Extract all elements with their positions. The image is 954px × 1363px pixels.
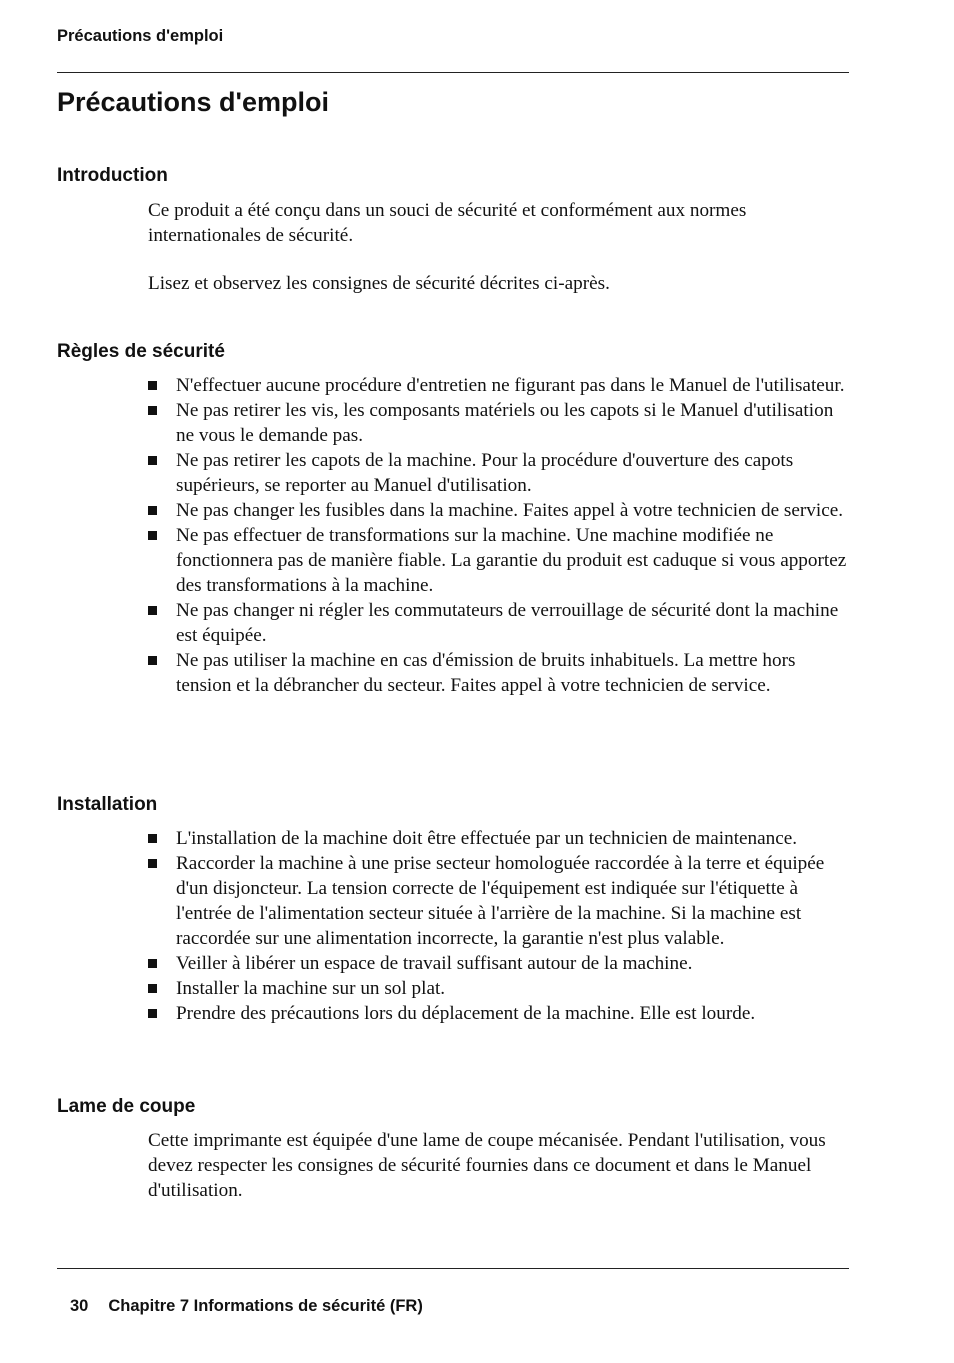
list-item <box>148 851 853 951</box>
list-item <box>148 648 853 698</box>
header-rule <box>57 72 849 73</box>
list-item-text: Ne pas retirer les capots de la machine. Pour la procédure d'ouverture des capots supérieurs, se reporter au Manuel d'utilisation. <box>176 450 794 496</box>
bullet-square-icon <box>148 834 157 843</box>
list-item <box>148 951 853 976</box>
list-item <box>148 373 853 398</box>
section-heading-regles-securite: Règles de sécurité <box>57 341 225 362</box>
list-item <box>148 1001 853 1026</box>
introduction-body <box>148 198 853 296</box>
list-item-text: Raccorder la machine à une prise secteur homologuée raccordée à la terre et équipée d'un disjoncteur. La tension correcte de l'équipement est indiquée sur l'étiquette à l'entrée de l'alimentation secteur située à l'arrière de la machine. Si la machine est raccordée sur une alimentation incorrecte, la garantie n'est plus valable. <box>176 853 825 949</box>
section-heading-installation: Installation <box>57 794 158 815</box>
list-item-text: Installer la machine sur un sol plat. <box>176 978 446 999</box>
bullet-square-icon <box>148 531 157 540</box>
bullet-square-icon <box>148 456 157 465</box>
bullet-square-icon <box>148 506 157 515</box>
page-number: 30 <box>70 1297 89 1315</box>
list-item-text: L'installation de la machine doit être effectuée par un technicien de maintenance. <box>176 828 798 849</box>
list-item-text: Ne pas effectuer de transformations sur la machine. Une machine modifiée ne fonctionnera pas de manière fiable. La garantie du produit est caduque si vous apportez des transformations à la machine. <box>176 525 847 596</box>
bullet-square-icon <box>148 859 157 868</box>
regles-body <box>148 373 853 698</box>
bullet-square-icon <box>148 381 157 390</box>
section-heading-lame-de-coupe: Lame de coupe <box>57 1096 196 1117</box>
list-item-text: Ne pas retirer les vis, les composants matériels ou les capots si le Manuel d'utilisation ne vous le demande pas. <box>176 400 834 446</box>
lame-body <box>148 1128 853 1203</box>
list-item <box>148 448 853 498</box>
paragraph: Ce produit a été conçu dans un souci de sécurité et conformément aux normes internationales de sécurité. <box>148 200 747 246</box>
list-item <box>148 498 853 523</box>
list-item-text: Ne pas changer ni régler les commutateurs de verrouillage de sécurité dont la machine est équipée. <box>176 600 839 646</box>
page-title: Précautions d'emploi <box>57 87 329 117</box>
page-footer <box>70 1297 423 1316</box>
list-item <box>148 976 853 1001</box>
installation-body <box>148 826 853 1026</box>
bullet-square-icon <box>148 959 157 968</box>
list-item <box>148 523 853 598</box>
paragraph: Lisez et observez les consignes de sécurité décrites ci-après. <box>148 273 610 294</box>
bullet-square-icon <box>148 1009 157 1018</box>
footer-rule <box>57 1268 849 1269</box>
bullet-square-icon <box>148 606 157 615</box>
list-item <box>148 398 853 448</box>
list-item-text: N'effectuer aucune procédure d'entretien ne figurant pas dans le Manuel de l'utilisateur. <box>176 375 845 396</box>
regles-list <box>148 373 853 698</box>
list-item-text: Prendre des précautions lors du déplacement de la machine. Elle est lourde. <box>176 1003 756 1024</box>
chapter-title: Chapitre 7 Informations de sécurité (FR) <box>108 1297 423 1315</box>
bullet-square-icon <box>148 406 157 415</box>
list-item-text: Veiller à libérer un espace de travail suffisant autour de la machine. <box>176 953 693 974</box>
list-item-text: Ne pas utiliser la machine en cas d'émission de bruits inhabituels. La mettre hors tension et la débrancher du secteur. Faites appel à votre technicien de service. <box>176 650 796 696</box>
installation-list <box>148 826 853 1026</box>
paragraph: Cette imprimante est équipée d'une lame de coupe mécanisée. Pendant l'utilisation, vous devez respecter les consignes de sécurité fournies dans ce document et dans le Manuel d'utilisation. <box>148 1130 826 1201</box>
list-item <box>148 598 853 648</box>
bullet-square-icon <box>148 984 157 993</box>
bullet-square-icon <box>148 656 157 665</box>
section-heading-introduction: Introduction <box>57 165 168 186</box>
running-header: Précautions d'emploi <box>57 27 224 45</box>
list-item <box>148 826 853 851</box>
list-item-text: Ne pas changer les fusibles dans la machine. Faites appel à votre technicien de service. <box>176 500 844 521</box>
